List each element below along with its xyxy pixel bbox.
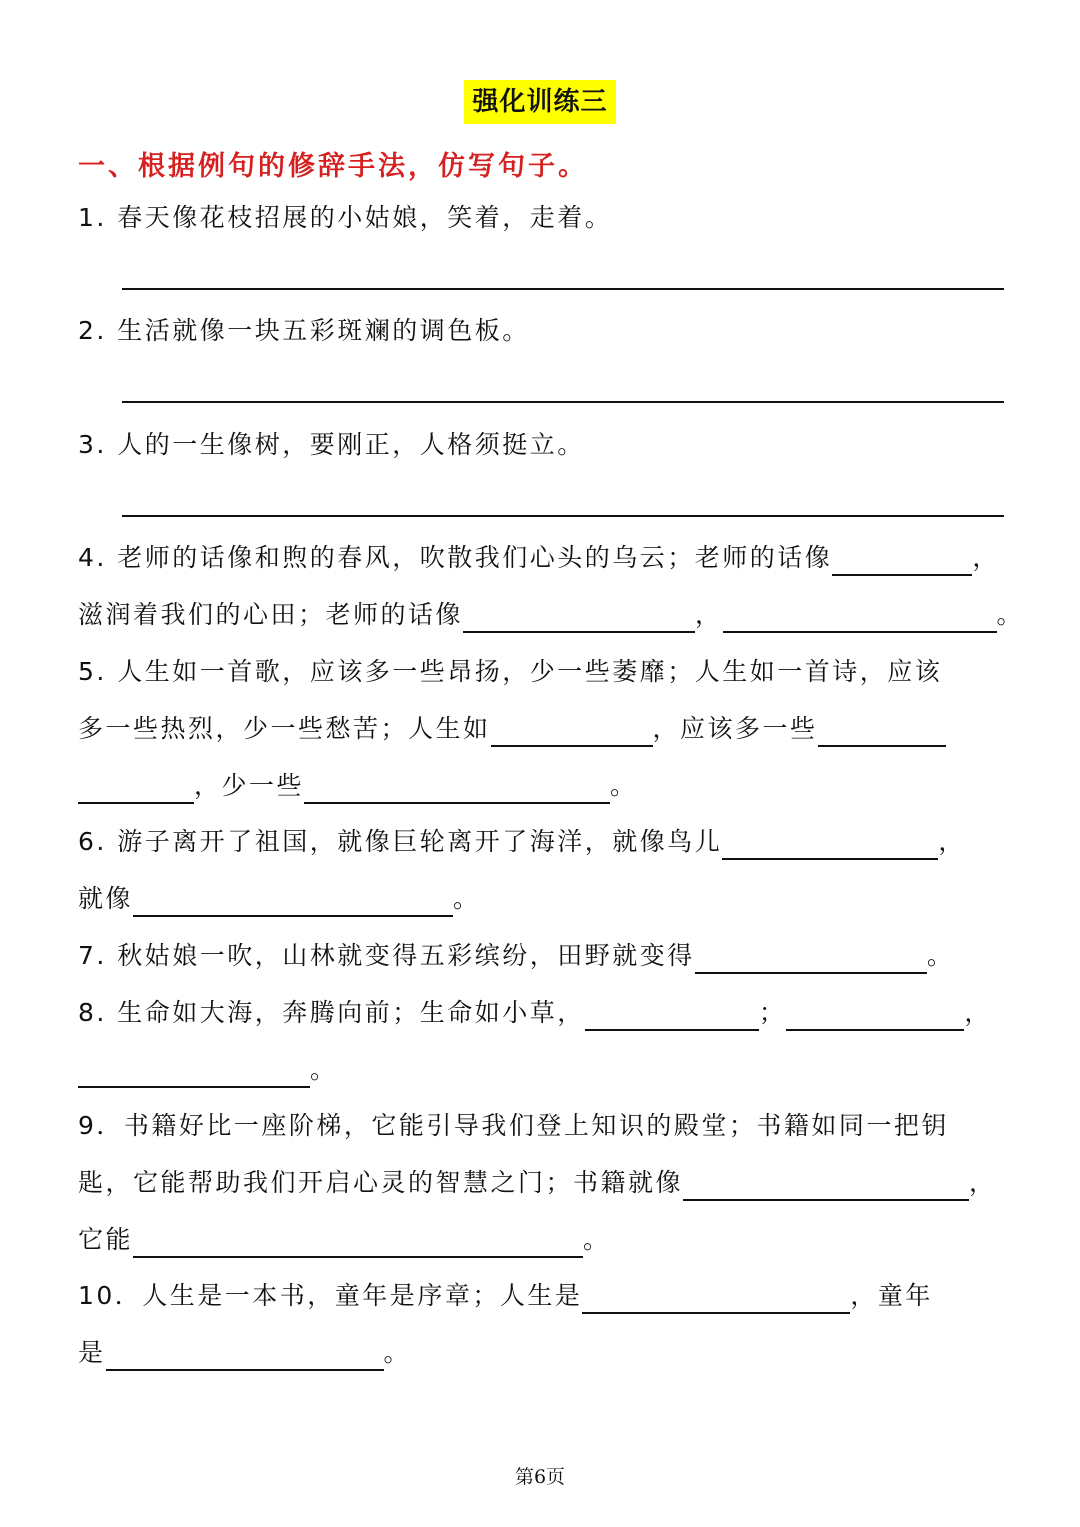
q10-text-2: 是 (78, 1338, 106, 1367)
q4-text-1: 4. 老师的话像和煦的春风，吹散我们心头的乌云；老师的话像 (78, 543, 833, 572)
q8-blank-3[interactable] (78, 1056, 310, 1088)
q7-punct: 。 (926, 941, 955, 970)
q10-blank-1[interactable] (582, 1282, 850, 1314)
answer-line-2[interactable] (122, 401, 1004, 403)
question-4-line-1 (78, 540, 1008, 576)
question-1: 1. 春天像花枝招展的小姑娘，笑着，走着。 (78, 203, 613, 232)
q8-text-1: 8. 生命如大海，奔腾向前；生命如小草， (78, 998, 585, 1027)
q9-blank-2[interactable] (133, 1226, 583, 1258)
q8-punct-2: ， (964, 998, 992, 1027)
q9-punct-3: 。 (583, 1225, 611, 1254)
q8-blank-1[interactable] (585, 999, 759, 1031)
question-4-line-2 (78, 597, 1025, 633)
section-heading: 一、根据例句的修辞手法，仿写句子。 (78, 151, 588, 182)
q9-punct-2: ， (969, 1168, 997, 1197)
q4-blank-3[interactable] (723, 601, 997, 633)
question-9-line-1: 9．书籍好比一座阶梯，它能引导我们登上知识的殿堂；书籍如同一把钥 (78, 1111, 949, 1140)
page-number: 第6页 (514, 1466, 566, 1488)
question-5-line-1: 5. 人生如一首歌，应该多一些昂扬，少一些萎靡；人生如一首诗，应该 (78, 657, 943, 686)
q10-text-1-end: ，童年 (850, 1281, 933, 1310)
question-8-line-2 (78, 1052, 1008, 1088)
q9-text-3: 它能 (78, 1225, 134, 1254)
question-10-line-2 (78, 1335, 1008, 1371)
question-5-line-2 (78, 711, 1008, 747)
q10-blank-2[interactable] (106, 1339, 384, 1371)
q8-punct-3: 。 (310, 1055, 338, 1084)
q6-blank-2[interactable] (133, 885, 453, 917)
q4-blank-1[interactable] (832, 544, 972, 576)
q7-blank[interactable] (695, 942, 927, 974)
q6-punct-1: ， (938, 827, 966, 856)
q9-blank-1[interactable] (683, 1169, 969, 1201)
question-2: 2. 生活就像一块五彩斑斓的调色板。 (78, 316, 530, 345)
question-8-line-1 (78, 995, 1008, 1031)
q4-punct-2: ， (695, 600, 723, 629)
q6-text-2: 就像 (78, 884, 134, 913)
q5-blank-1[interactable] (491, 715, 653, 747)
q7-text: 7. 秋姑娘一吹，山林就变得五彩缤纷，田野就变得 (78, 941, 695, 970)
q5-text-2b: ，应该多一些 (652, 714, 818, 743)
question-9-line-3 (78, 1222, 1008, 1258)
answer-line-3[interactable] (122, 515, 1004, 517)
q4-text-2: 滋润着我们的心田；老师的话像 (78, 600, 464, 629)
q8-punct-1: ； (758, 998, 787, 1027)
q6-text-1: 6. 游子离开了祖国，就像巨轮离开了海洋，就像鸟儿 (78, 827, 723, 856)
question-10-line-1 (78, 1278, 1008, 1314)
question-6-line-1 (78, 824, 1008, 860)
q10-punct-2: 。 (383, 1338, 412, 1367)
q4-punct-3: 。 (996, 600, 1025, 629)
q5-blank-2[interactable] (818, 715, 946, 747)
q5-text-3a: ，少一些 (194, 771, 305, 800)
q6-blank-1[interactable] (722, 828, 938, 860)
answer-line-1[interactable] (122, 288, 1004, 290)
q4-punct-1: ， (972, 543, 1000, 572)
q5-punct-3: 。 (610, 771, 638, 800)
question-5-line-3 (78, 768, 1008, 804)
title-wrap (0, 80, 1080, 124)
q5-blank-3[interactable] (304, 772, 610, 804)
q5-text-2a: 多一些热烈，少一些愁苦；人生如 (78, 714, 491, 743)
q10-text-1: 10．人生是一本书，童年是序章；人生是 (78, 1281, 583, 1310)
q8-blank-2[interactable] (786, 999, 964, 1031)
worksheet-title: 强化训练三 (464, 80, 615, 124)
q6-punct-2: 。 (453, 884, 481, 913)
question-6-line-2 (78, 881, 1008, 917)
q4-blank-2[interactable] (463, 601, 695, 633)
q9-text-2: 匙，它能帮助我们开启心灵的智慧之门；书籍就像 (78, 1168, 684, 1197)
question-7 (78, 938, 1008, 974)
question-9-line-2 (78, 1165, 1008, 1201)
question-3: 3. 人的一生像树，要刚正，人格须挺立。 (78, 430, 585, 459)
q5-blank-2-continued[interactable] (78, 772, 194, 804)
